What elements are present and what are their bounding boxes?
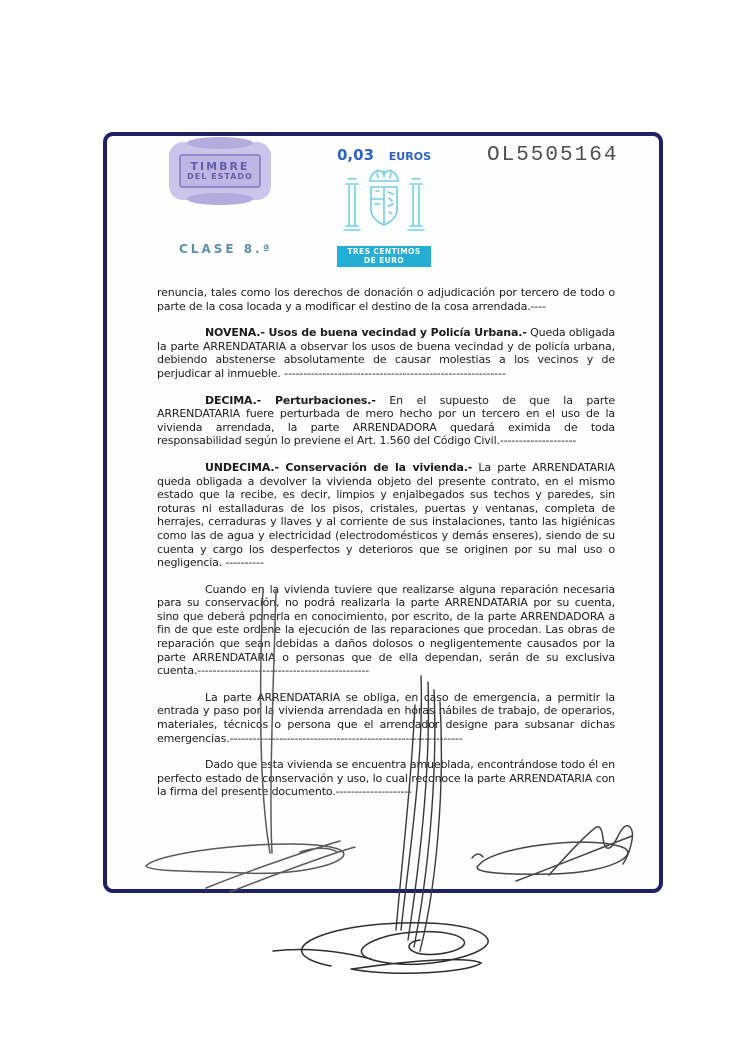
emblem-line1: TIMBRE xyxy=(190,160,250,174)
stamp-banner xyxy=(337,246,431,267)
paragraph-text: Queda obligada la parte ARRENDATARIA a observar los usos de buena vecindad y de policía urbana, debiendo abstenerse absolutamente de causar molestias a los vecinos y de perjudicar al inmueble. ---------------------------------------------------------- xyxy=(157,326,615,380)
contract-text xyxy=(157,286,615,812)
paragraph-emergencias xyxy=(157,691,615,745)
paragraph-text: Cuando en la vivienda tuviere que realizarse alguna reparación necesaria para su conservación, no podrá realizarla la parte ARRENDATARIA por su cuenta, sino que deberá ponerla en conocimiento, por escrito, de la parte ARRENDADORA a fin de que este ordene la ejecución de las reparaciones que procedan. Las obras de reparación que sean debidas a daños dolosos o negligentemente causados por la parte ARRENDATARIA o personas que de ella dependan, serán de su exclusiva cuenta.--------------------------------------------- xyxy=(157,582,615,678)
paragraph-text: En el supuesto de que la parte ARRENDATARIA fuere perturbada de mero hecho por un tercero en el uso de la vivienda arrendada, la parte ARRENDADORA quedará eximida de toda responsabilidad según lo previene el Art. 1.560 del Código Civil.-------------------- xyxy=(157,393,615,448)
paragraph-amueblada xyxy=(157,758,615,799)
paragraph-lead: UNDECIMA.- Conservación de la vivienda.- xyxy=(205,460,473,474)
paragraph-text: La parte ARRENDATARIA queda obligada a devolver la vivienda objeto del presente contrato, en el mismo estado que la recibe, es decir, limpios y enjalbegados sus techos y paredes, sin roturas ni estalladuras de los pisos, cristales, puertas y ventanas, completa de herrajes, cerraduras y llaves y al corriente de sus instalaciones, tanto las higiénicas como las de agua y electricidad (electrodomésticos y demás enseres), siendo de su cuenta y cargo los desperfectos y deterioros que se originen por su mal uso o negligencia. ---------- xyxy=(157,460,616,570)
tax-stamp xyxy=(337,146,431,267)
paragraph-reparaciones xyxy=(157,583,615,678)
timbre-del-estado-emblem xyxy=(169,142,271,200)
paragraph-undecima xyxy=(157,461,615,570)
emblem-plate xyxy=(179,154,261,188)
paragraph-lead: DECIMA.- Perturbaciones.- xyxy=(205,393,376,407)
stamp-currency: EUROS xyxy=(388,150,431,163)
stamp-value-row xyxy=(337,146,431,164)
stamp-banner-line1: TRES CENTIMOS xyxy=(347,247,421,256)
paragraph-novena xyxy=(157,326,615,380)
paragraph-renuncia xyxy=(157,286,615,313)
paragraph-decima xyxy=(157,394,615,448)
emblem-line2: DEL ESTADO xyxy=(187,171,253,181)
document-page xyxy=(103,132,663,893)
stamp-value: 0,03 xyxy=(337,146,375,164)
clase-label: CLASE 8.ª xyxy=(179,242,273,256)
stamp-banner-line2: DE EURO xyxy=(363,255,405,265)
paragraph-text: Dado que esta vivienda se encuentra amueblada, encontrándose todo él en perfecto estado de conservación y uso, lo cual reconoce la parte ARRENDATARIA con la firma del presente documento.-------------------- xyxy=(157,758,615,799)
paragraph-text: renuncia, tales como los derechos de donación o adjudicación por tercero de todo o parte de la cosa locada y a modificar el destino de la cosa arrendada.---- xyxy=(157,286,615,313)
paragraph-lead: NOVENA.- Usos de buena vecindad y Policía Urbana.- xyxy=(205,326,527,340)
paragraph-text: La parte ARRENDATARIA se obliga, en caso de emergencia, a permitir la entrada y paso por la vivienda arrendada en horas hábiles de trabajo, de operarios, materiales, técnicos o persona que el arrendador designe para subsanar dichas emergencias.------------------------------------------------------------- xyxy=(157,690,615,745)
stamp-serial-number: OL5505164 xyxy=(487,144,619,167)
coat-of-arms-icon xyxy=(339,164,429,246)
signature-bottom-flourish xyxy=(273,923,488,974)
